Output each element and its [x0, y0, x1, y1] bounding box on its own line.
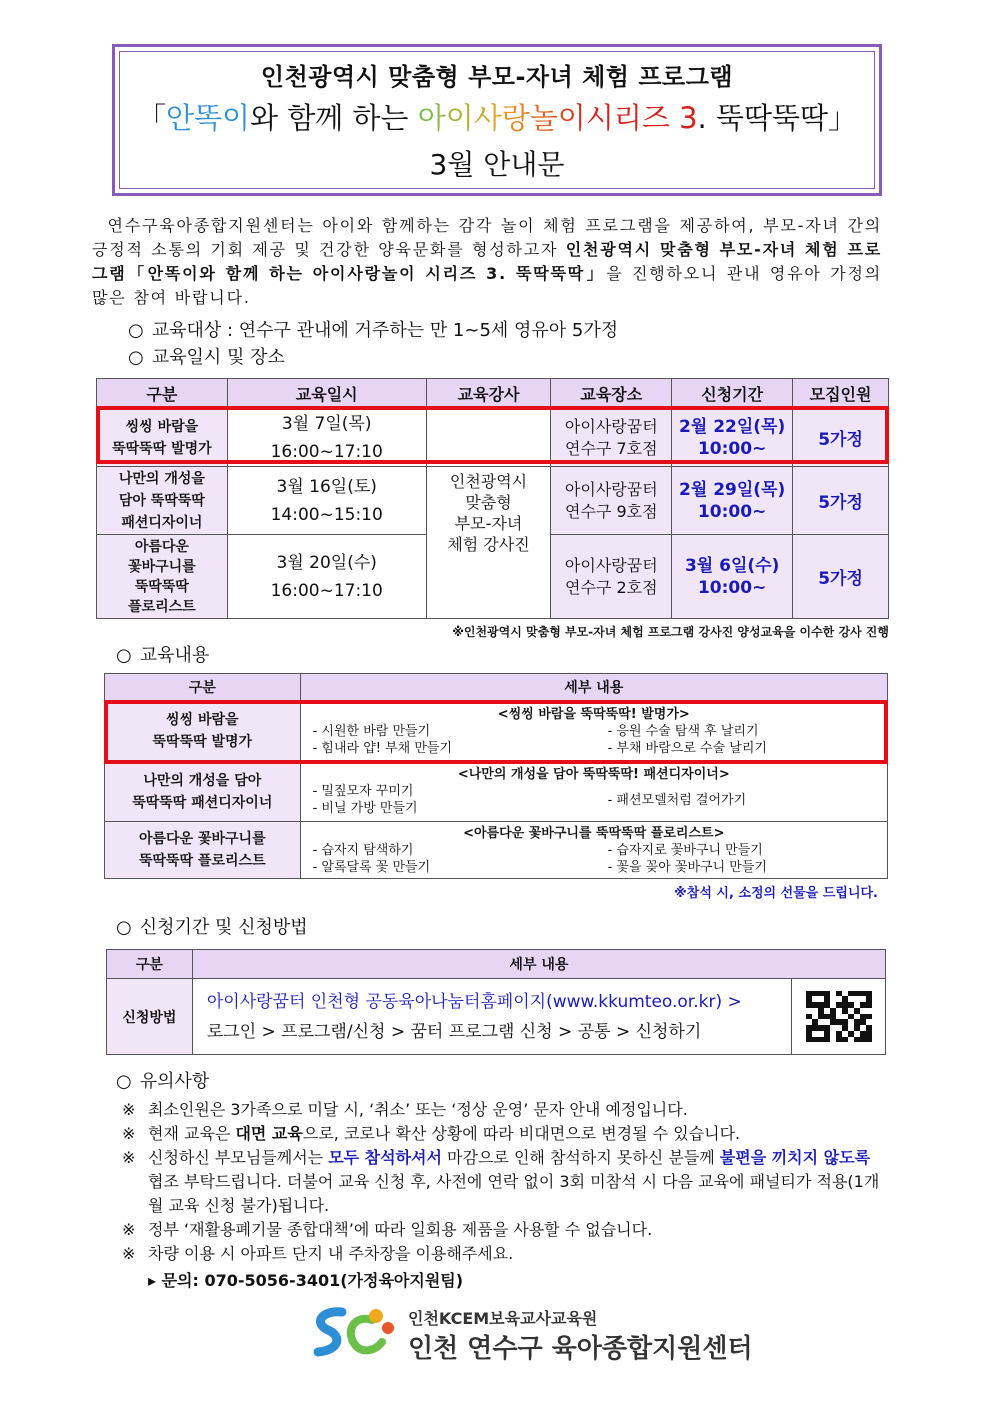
contact-info: ▸ 문의: 070-5056-3401(가정육아지원팀)	[148, 1271, 464, 1290]
bullet-caution	[116, 1067, 209, 1093]
program-date: 3월 7일(목) 16:00~17:10	[227, 409, 426, 467]
content-items: - 시원한 바람 만들기 - 응원 수술 탐색 후 날리기 - 힘내라 얍! 부채 만들기 - 부채 바람으로 수술 날리기	[312, 723, 767, 756]
bullet-content	[116, 641, 209, 667]
bullet-target-text: 교육대상 : 연수구 관내에 거주하는 만 1~5세 영유아 5가정	[151, 320, 619, 341]
title-bracket-close: 」	[828, 101, 858, 135]
table-row	[97, 467, 889, 535]
list-item: ※ 차량 이용 시 아파트 단지 내 주차장을 이용해주세요.	[122, 1244, 514, 1263]
intro-paragraph	[92, 214, 882, 310]
header-place: 교육장소	[551, 379, 672, 409]
schedule-header-row	[97, 379, 889, 409]
center-logo-icon	[306, 1302, 402, 1362]
content-header-row	[105, 674, 888, 701]
bullet-caution-text: 유의사항	[139, 1071, 210, 1092]
program-count: 5가정	[793, 467, 889, 535]
caution-list	[122, 1098, 882, 1266]
content-detail	[300, 762, 887, 822]
bullet-circle-icon: ○	[116, 1071, 132, 1092]
content-name: 나만의 개성을 담아 뚝딱뚝딱 패션디자이너	[105, 762, 301, 822]
content-heading: <씽씽 바람을 뚝딱뚝딱! 발명가>	[497, 706, 690, 722]
table-row	[105, 822, 888, 879]
intro-text-bold: 인천광역시 맞춤형 부모-자녀 체험 프로그램「안똑이와 함께 하는 아이사랑놀이 시리즈 3. 뚝딱뚝딱」	[92, 240, 882, 283]
title-line-1: 인천광역시 맞춤형 부모-자녀 체험 프로그램	[260, 63, 734, 91]
apply-method-detail	[192, 979, 791, 1055]
program-name: 씽씽 바람을 뚝딱뚝딱 발명가	[97, 409, 228, 467]
title-line-3: 3월 안내문	[429, 148, 565, 181]
program-period: 2월 29일(목) 10:00~	[672, 467, 793, 535]
logo-subtitle: 인천KCEM보육교사교육원	[408, 1309, 598, 1328]
bullet-circle-icon: ○	[128, 347, 144, 368]
bullet-circle-icon: ○	[128, 320, 144, 341]
header-period: 신청기간	[672, 379, 793, 409]
content-items: - 밀짚모자 꾸미기 - 비닐 가방 만들기 - 패션모델처럼 걸어가기	[312, 784, 747, 816]
program-count: 5가정	[793, 409, 889, 467]
program-place: 아이사랑꿈터 연수구 2호점	[551, 535, 672, 619]
table-row	[107, 979, 886, 1055]
title-inner	[119, 51, 875, 189]
header-category: 구분	[97, 379, 228, 409]
content-items: - 습자지 탐색하기 - 습자지로 꽃바구니 만들기 - 알록달록 꽃 만들기 - 꽃을 꽂아 꽃바구니 만들기	[312, 842, 767, 875]
apply-table	[106, 949, 886, 1055]
title-box	[112, 44, 882, 196]
logo-title: 인천 연수구 육아종합지원센터	[408, 1334, 753, 1364]
qr-cell	[792, 979, 886, 1055]
title-seg-series: 시리즈 3	[585, 101, 698, 135]
header-count: 모집인원	[793, 379, 889, 409]
program-date: 3월 16일(토) 14:00~15:10	[227, 467, 426, 535]
header-detail: 세부 내용	[192, 950, 885, 979]
qr-code-icon[interactable]	[806, 991, 872, 1043]
instructor-note: ※인천광역시 맞춤형 부모-자녀 체험 프로그램 강사진 양성교육을 이수한 강사 진행	[452, 625, 889, 639]
list-item: ※ 신청하신 부모님들께서는 모두 참석하셔서 마감으로 인해 참석하지 못하신 분들께 불편을 끼치지 않도록 협조 부탁드립니다. 더불어 교육 신청 후, 사전에 연락 없이 3회 미참석 시 다음 교육에 패널티가 적용(1개월 교육 신청 불가)됩니다.	[122, 1148, 880, 1215]
header-category: 구분	[107, 950, 193, 979]
title-seg-love-play: 아이사랑놀이	[417, 101, 586, 135]
title-line-2	[137, 96, 857, 137]
list-item: ※ 현재 교육은 대면 교육으로, 코로나 확산 상황에 따라 비대면으로 변경될 수 있습니다.	[122, 1124, 741, 1143]
bullet-apply	[116, 913, 308, 939]
gift-note: ※참석 시, 소정의 선물을 드립니다.	[674, 886, 878, 901]
title-bracket-open: 「	[136, 101, 166, 135]
header-instructor: 교육강사	[426, 379, 551, 409]
program-name: 나만의 개성을 담아 뚝딱뚝딱 패션디자이너	[97, 467, 228, 535]
header-date: 교육일시	[227, 379, 426, 409]
content-heading: <아름다운 꽃바구니를 뚝딱뚝딱 플로리스트>	[463, 825, 725, 841]
bullet-circle-icon: ○	[116, 917, 132, 938]
program-instructor: 인천광역시 맞춤형 부모-자녀 체험 강사진	[426, 467, 551, 619]
bullet-apply-text: 신청기간 및 신청방법	[139, 917, 308, 938]
content-name: 씽씽 바람을 뚝딱뚝딱 발명가	[105, 701, 301, 762]
apply-steps: 로그인 > 프로그램/신청 > 꿈터 프로그램 신청 > 공통 > 신청하기	[206, 1021, 702, 1042]
bullet-schedule	[128, 343, 285, 369]
title-seg-antoki: 안똑이	[165, 101, 250, 135]
highlight-box-content	[104, 700, 888, 764]
program-name: 아름다운 꽃바구니를 뚝딱뚝딱 플로리스트	[97, 535, 228, 619]
program-date: 3월 20일(수) 16:00~17:10	[227, 535, 426, 619]
title-seg-with: 와 함께 하는	[250, 101, 418, 135]
apply-header-row	[107, 950, 886, 979]
title-seg-ttukttak: . 뚝딱뚝딱	[697, 101, 829, 135]
content-name: 아름다운 꽃바구니를 뚝딱뚝딱 플로리스트	[105, 822, 301, 879]
intro-text-1: 연수구육아종합지원센터는 아이와 함께하는 감각 놀이 체험 프로그램을 제공하여, 부모-자녀 간의 긍정적 소통의 기회 제공 및 건강한 양육문화를 형성하고자	[92, 216, 882, 259]
apply-method-label: 신청방법	[107, 979, 193, 1055]
program-place: 아이사랑꿈터 연수구 7호점	[551, 409, 672, 467]
program-count: 5가정	[793, 535, 889, 619]
bullet-schedule-text: 교육일시 및 장소	[151, 347, 285, 368]
highlight-box-schedule	[96, 406, 889, 464]
apply-website-link[interactable]: 아이사랑꿈터 인천형 공동육아나눔터홈페이지(www.kkumteo.or.kr) >	[206, 991, 742, 1012]
list-item: ※ 정부 ‘재활용폐기물 종합대책’에 따라 일회용 제품을 사용할 수 없습니다.	[122, 1220, 653, 1239]
bullet-content-text: 교육내용	[139, 645, 210, 666]
header-detail: 세부 내용	[300, 674, 887, 701]
program-period: 2월 22일(목) 10:00~	[672, 409, 793, 467]
program-period: 3월 6일(수) 10:00~	[672, 535, 793, 619]
list-item: ※ 최소인원은 3가족으로 미달 시, ‘취소’ 또는 ‘정상 운영’ 문자 안내 예정입니다.	[122, 1100, 688, 1119]
bullet-target	[128, 316, 618, 342]
table-row	[105, 762, 888, 822]
bullet-circle-icon: ○	[116, 645, 132, 666]
intro-text-3: 을 진행하오니 관내 영유아 가정의 많은 참여 바랍니다.	[92, 264, 882, 307]
content-heading: <나만의 개성을 담아 뚝딱뚝딱! 패션디자이너>	[457, 767, 730, 782]
header-category: 구분	[105, 674, 301, 701]
center-logo	[306, 1302, 753, 1364]
content-detail	[300, 822, 887, 879]
program-place: 아이사랑꿈터 연수구 9호점	[551, 467, 672, 535]
